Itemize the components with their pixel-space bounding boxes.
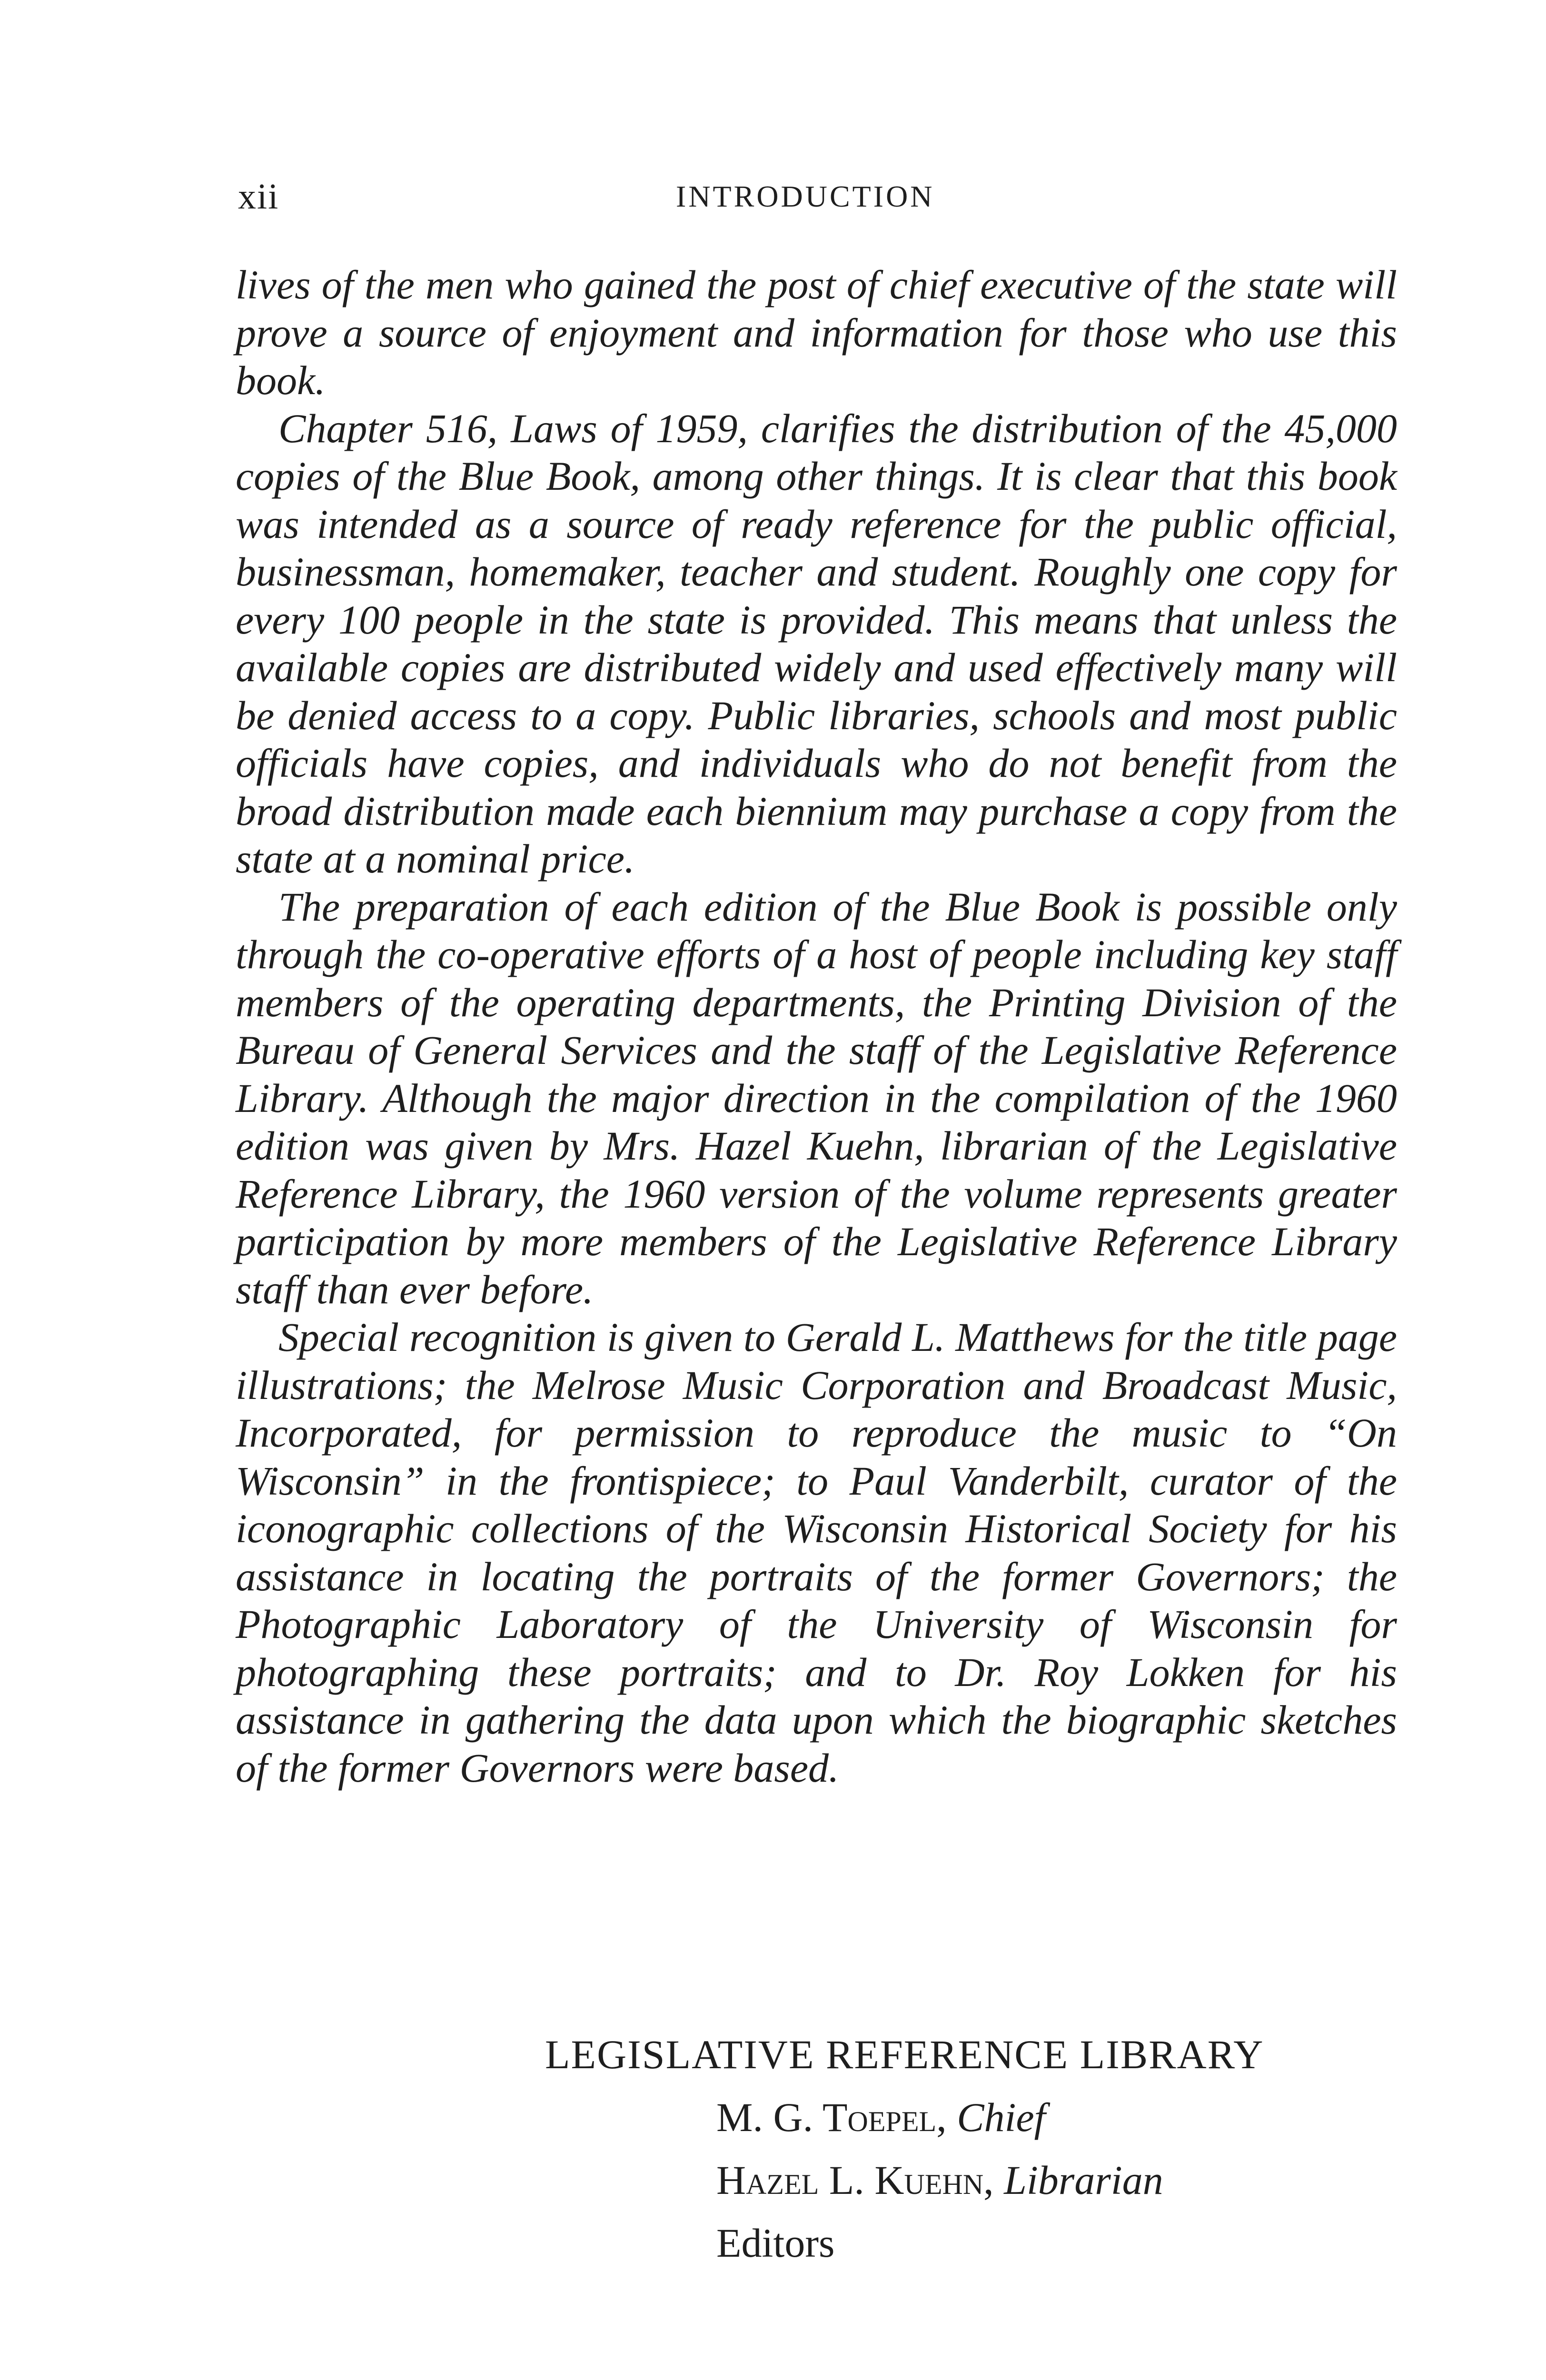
running-head (238, 176, 1404, 219)
running-title: INTRODUCTION (676, 179, 935, 213)
paragraph-continuation: lives of the men who gained the post of chief executive of the state will prove a source of enjoyment and information for those who use this book. (236, 262, 1397, 403)
chief-title: Chief (957, 2094, 1046, 2140)
signature-organization: LEGISLATIVE REFERENCE LIBRARY (545, 2032, 1264, 2077)
page-number: xii (238, 177, 279, 217)
signature-block (545, 2023, 1402, 2274)
paragraph-preparation: The preparation of each edition of the Blue Book is possible only through the co-operative efforts of a host of people including key staff members of the operating departments, the Printing Division of the Bureau of General Services and the staff of the Legislative Reference Library. Although the major direction in the compilation of the 1960 edition was given by Mrs. Hazel Kuehn, librarian of the Legislative Reference Library, the 1960 version of the volume represents greater participation by more members of the Legislative Reference Library staff than ever before. (236, 883, 1397, 1312)
librarian-name: Hazel L. Kuehn (716, 2157, 984, 2203)
signature-editors: Editors (716, 2220, 835, 2266)
paragraph-distribution: Chapter 516, Laws of 1959, clarifies the distribution of the 45,000 copies of the Blue Book, among other things. It is clear that this book was intended as a source of ready reference for the public official, businessman, homemaker, teacher and student. Roughly one copy for every 100 people in the state is provided. This means that unless the available copies are distributed widely and used effectively many will be denied access to a copy. Public libraries, schools and most public officials have copies, and individuals who do not benefit from the broad distribution made each biennium may purchase a copy from the state at a nominal price. (236, 405, 1397, 882)
signature-chief: M. G. Toepel, Chief (716, 2094, 1046, 2140)
librarian-title: Librarian (1004, 2157, 1163, 2203)
chief-name: M. G. Toepel (716, 2094, 937, 2140)
paragraph-recognition: Special recognition is given to Gerald L. Matthews for the title page illustrations; the Melrose Music Corporation and Broadcast Music, Incorporated, for permission to reproduce the music to “On Wisconsin” in the frontispiece; to Paul Vanderbilt, curator of the iconographic collections of the Wisconsin Historical Society for his assistance in locating the portraits of the former Governors; the Photographic Laboratory of the University of Wisconsin for photographing these portraits; and to Dr. Roy Lokken for his assistance in gathering the data upon which the biographic sketches of the former Governors were based. (236, 1314, 1397, 1791)
body-text (236, 261, 1397, 1792)
signature-librarian: Hazel L. Kuehn, Librarian (716, 2157, 1163, 2203)
